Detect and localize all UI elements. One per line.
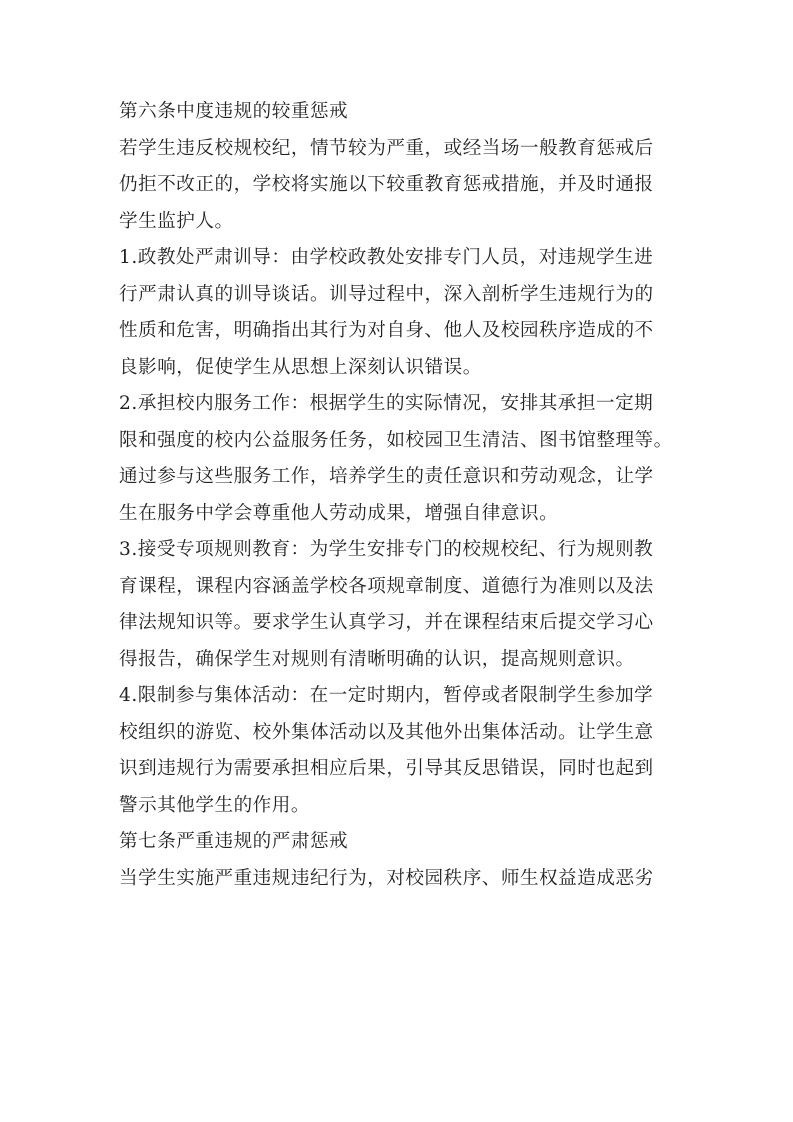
text-line: 育课程，课程内容涵盖学校各项规章制度、道德行为准则以及法: [119, 575, 654, 597]
text-line: 警示其他学生的作用。: [119, 794, 310, 816]
paragraph: [119, 532, 679, 678]
text-line: 第七条严重违规的严肃惩戒: [119, 831, 349, 852]
text-line: 4.限制参与集体活动：在一定时期内，暂停或者限制学生参加学: [119, 685, 654, 706]
text-line: 性质和危害，明确指出其行为对自身、他人及校园秩序造成的不: [119, 320, 654, 341]
text-line: 通过参与这些服务工作，培养学生的责任意识和劳动观念，让学: [119, 466, 654, 487]
text-line: 良影响，促使学生从思想上深刻认识错误。: [119, 356, 482, 378]
text-line: 1.政教处严肃训导：由学校政教处安排专门人员，对违规学生进: [119, 247, 654, 268]
text-line: 律法规知识等。要求学生认真学习，并在课程结束后提交学习心: [119, 612, 654, 633]
paragraph: [119, 131, 679, 241]
text-line: 3.接受专项规则教育：为学生安排专门的校规校纪、行为规则教: [119, 539, 654, 560]
text-line: 若学生违反校规校纪，情节较为严重，或经当场一般教育惩戒后: [119, 137, 654, 159]
text-line: 2.承担校内服务工作：根据学生的实际情况，安排其承担一定期: [119, 393, 654, 414]
text-line: 学生监护人。: [119, 210, 234, 232]
text-line: 限和强度的校内公益服务任务，如校园卫生清洁、图书馆整理等。: [119, 429, 673, 451]
text-line: 校组织的游览、校外集体活动以及其他外出集体活动。让学生意: [119, 721, 654, 743]
text-line: 识到违规行为需要承担相应后果，引导其反思错误，同时也起到: [119, 758, 654, 779]
section-heading: [119, 94, 679, 131]
section-heading: [119, 824, 679, 861]
paragraph: [119, 678, 679, 824]
text-line: 当学生实施严重违规违纪行为，对校园秩序、师生权益造成恶劣: [119, 867, 654, 889]
document-body: [119, 94, 679, 897]
text-line: 得报告，确保学生对规则有清晰明确的认识，提高规则意识。: [119, 648, 635, 670]
text-line: 生在服务中学会尊重他人劳动成果，增强自律意识。: [119, 502, 559, 524]
text-line: 第六条中度违规的较重惩戒: [119, 101, 349, 122]
text-line: 行严肃认真的训导谈话。训导过程中，深入剖析学生违规行为的: [119, 283, 654, 305]
paragraph: [119, 386, 679, 532]
text-line: 仍拒不改正的，学校将实施以下较重教育惩戒措施，并及时通报: [119, 174, 654, 195]
paragraph: [119, 240, 679, 386]
paragraph: [119, 861, 679, 898]
